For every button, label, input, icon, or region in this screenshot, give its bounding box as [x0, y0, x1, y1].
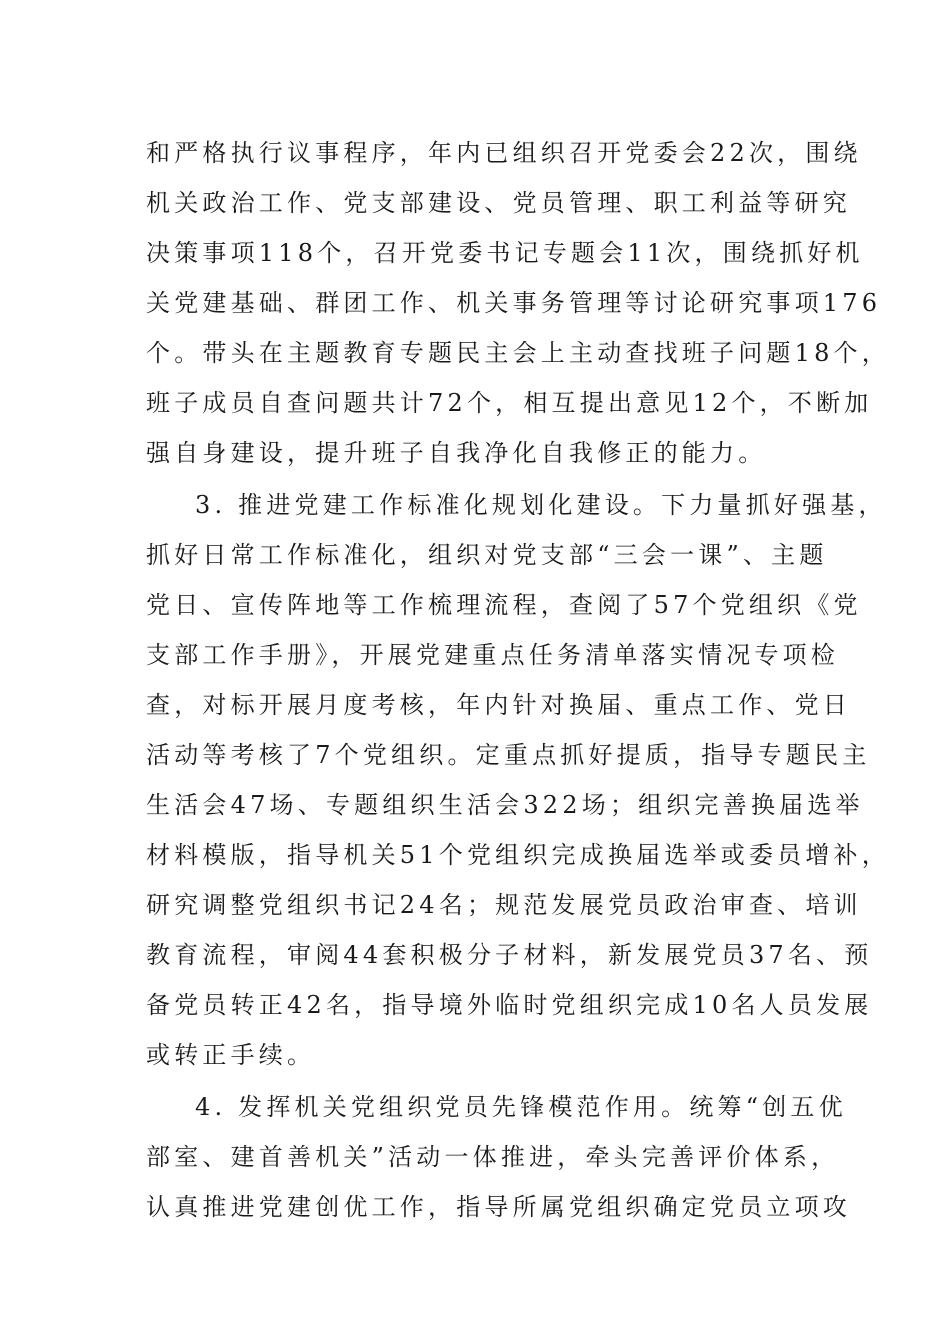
text-line: 材料模版，指导机关51个党组织完成换届选举或委员增补，	[146, 841, 890, 869]
text-line: 个。带头在主题教育专题民主会上主动查找班子问题18个，	[146, 339, 890, 367]
text-line: 生活会47场、专题组织生活会322场；组织完善换届选举	[146, 791, 864, 819]
text-line: 党日、宣传阵地等工作梳理流程，查阅了57个党组织《党	[146, 591, 862, 619]
text-line: 抓好日常工作标准化，组织对党支部“三会一课”、主题	[146, 541, 828, 569]
text-line: 教育流程，审阅44套积极分子材料，新发展党员37名、预	[146, 941, 873, 969]
text-line: 决策事项118个，召开党委书记专题会11次，围绕抓好机	[146, 239, 864, 267]
text-line: 认真推进党建创优工作，指导所属党组织确定党员立项攻	[146, 1193, 851, 1221]
text-line: 和严格执行议事程序，年内已组织召开党委会22次，围绕	[146, 139, 862, 167]
text-line: 活动等考核了7个党组织。定重点抓好提质，指导专题民主	[146, 741, 871, 769]
text-line: 备党员转正42名，指导境外临时党组织完成10名人员发展	[146, 991, 873, 1019]
text-line: 机关政治工作、党支部建设、党员管理、职工利益等研究	[146, 189, 851, 217]
text-line: 部室、建首善机关”活动一体推进，牵头完善评价体系，	[146, 1143, 840, 1171]
text-line: 班子成员自查问题共计72个，相互提出意见12个，不断加	[146, 389, 873, 417]
text-line: 或转正手续。	[146, 1041, 316, 1069]
text-line: 研究调整党组织书记24名；规范发展党员政治审查、培训	[146, 891, 862, 919]
text-line: 强自身建设，提升班子自我净化自我修正的能力。	[146, 439, 767, 467]
paragraph-3-heading-line: 3. 推进党建工作标准化规划化建设。下力量抓好强基，	[195, 491, 887, 519]
text-line: 关党建基础、群团工作、机关事务管理等讨论研究事项176	[146, 289, 882, 317]
paragraph-4-heading-line: 4. 发挥机关党组织党员先锋模范作用。统筹“创五优	[195, 1093, 847, 1121]
text-line: 查，对标开展月度考核，年内针对换届、重点工作、党日	[146, 691, 851, 719]
text-line: 支部工作手册》，开展党建重点任务清单落实情况专项检	[146, 641, 839, 669]
